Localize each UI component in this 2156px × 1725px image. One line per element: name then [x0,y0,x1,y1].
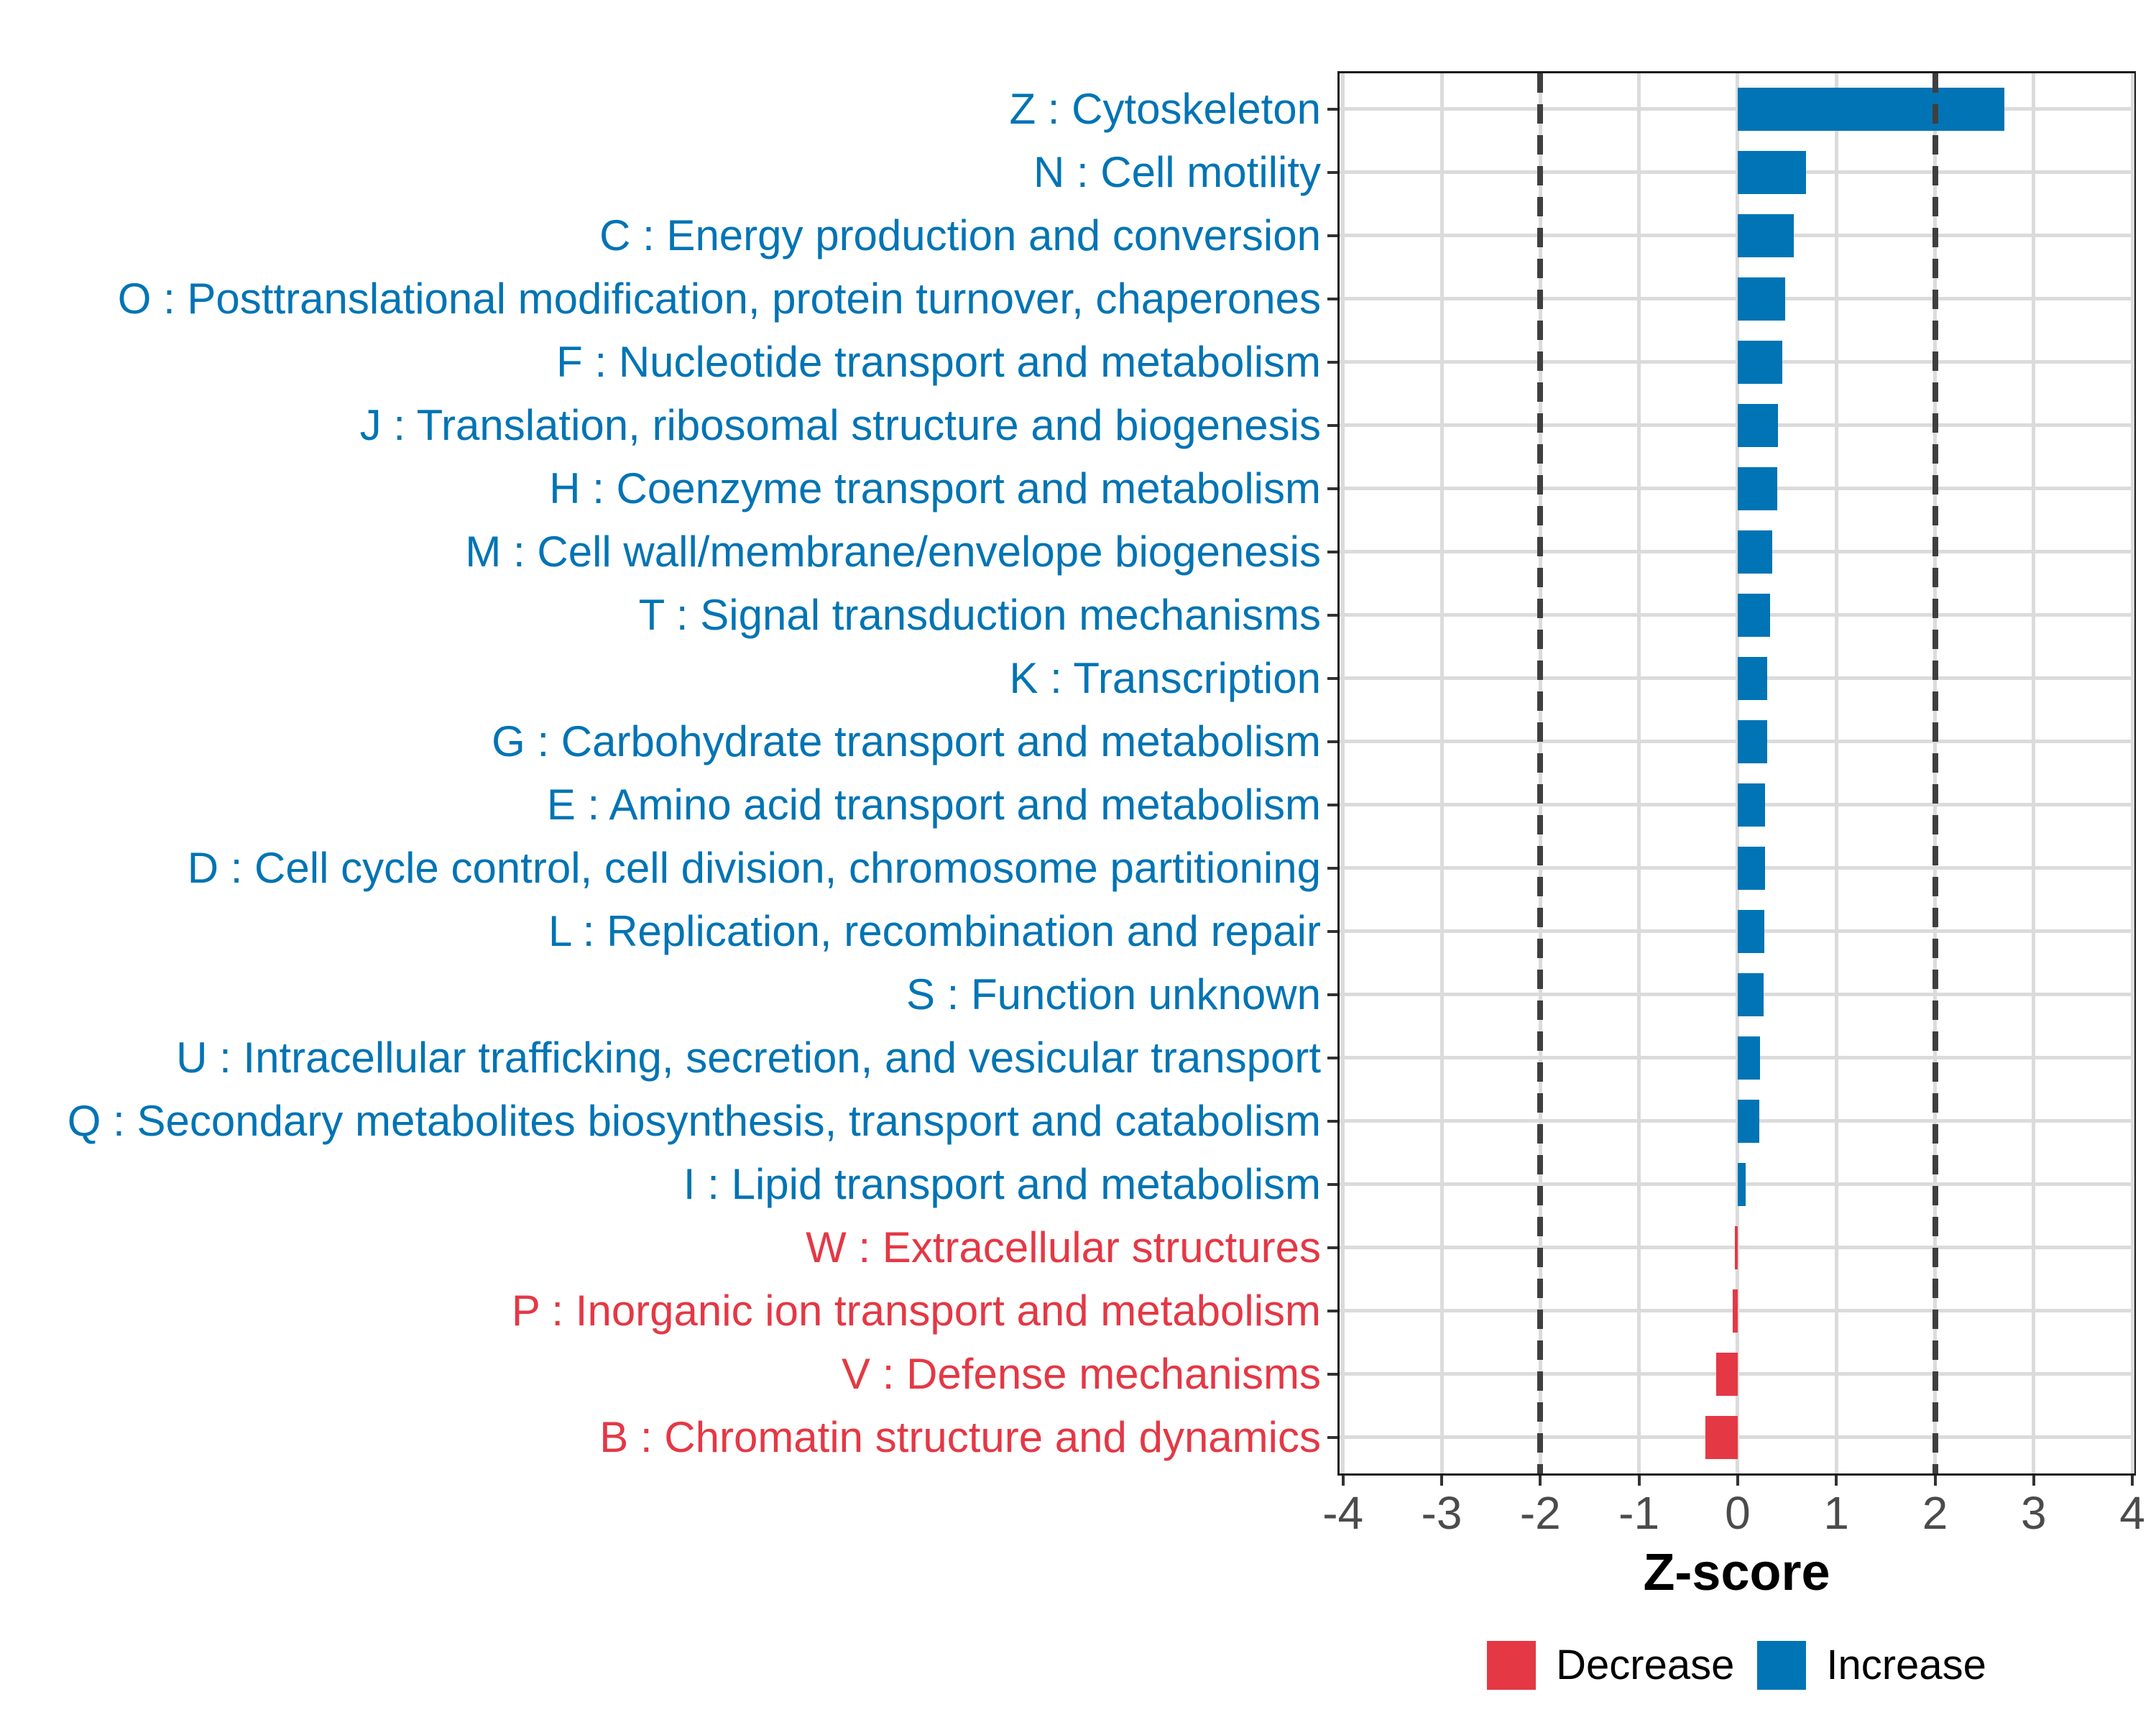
x-tick-label: 4 [2119,1487,2145,1539]
y-tick-mark [1327,993,1337,996]
y-axis-label: K : Transcription [1009,653,1321,702]
y-axis-label: T : Signal transduction mechanisms [638,590,1321,639]
reference-line [1537,73,1543,1473]
plot-panel [1337,71,2136,1476]
x-tick-mark [1934,1476,1937,1486]
y-axis-label: M : Cell wall/membrane/envelope biogenesis [465,527,1321,576]
y-axis-label: D : Cell cycle control, cell division, chromosome partitioning [187,843,1321,892]
x-tick-mark [2131,1476,2134,1486]
y-tick-mark [1327,551,1337,553]
y-axis-label: I : Lipid transport and metabolism [683,1159,1321,1208]
y-axis-label: L : Replication, recombination and repair [548,906,1321,955]
y-tick-mark [1327,1246,1337,1249]
x-tick-mark [1440,1476,1443,1486]
x-tick-mark [2032,1476,2035,1486]
y-axis-label: N : Cell motility [1033,147,1321,196]
y-tick-mark [1327,108,1337,111]
y-tick-mark [1327,740,1337,743]
legend-item-decrease [1487,1641,1734,1690]
x-tick-mark [1342,1476,1345,1486]
x-tick-mark [1736,1476,1739,1486]
y-tick-mark [1327,930,1337,933]
y-tick-mark [1327,171,1337,174]
y-tick-mark [1327,1183,1337,1186]
x-tick-label: -4 [1322,1487,1364,1539]
y-axis-label: E : Amino acid transport and metabolism [546,780,1321,829]
reference-lines-layer [1340,73,2134,1473]
legend-label-decrease: Decrease [1556,1642,1735,1688]
x-tick-label: 3 [2021,1487,2047,1539]
x-tick-mark [1638,1476,1641,1486]
x-tick-label: 0 [1725,1487,1751,1539]
y-tick-mark [1327,677,1337,680]
reference-line [1932,73,1938,1473]
legend [1337,1640,2136,1690]
y-axis-label: O : Posttranslational modification, protein turnover, chaperones [117,274,1321,323]
x-tick-mark [1835,1476,1838,1486]
y-axis-label: J : Translation, ribosomal structure and biogenesis [359,400,1321,449]
y-tick-mark [1327,804,1337,806]
y-axis-label: F : Nucleotide transport and metabolism [556,337,1321,386]
y-axis-label: B : Chromatin structure and dynamics [599,1412,1321,1461]
y-axis-label: S : Function unknown [906,970,1321,1018]
y-axis-label: H : Coenzyme transport and metabolism [549,464,1321,512]
x-tick-mark [1539,1476,1542,1486]
y-axis-label: Q : Secondary metabolites biosynthesis, transport and catabolism [67,1096,1321,1145]
y-tick-mark [1327,298,1337,300]
y-axis-label: P : Inorganic ion transport and metabolism [511,1286,1321,1335]
x-tick-label: -2 [1519,1487,1561,1539]
y-axis-label: C : Energy production and conversion [599,211,1321,259]
legend-item-increase [1757,1641,1986,1690]
y-tick-mark [1327,487,1337,490]
x-tick-label: 1 [1823,1487,1849,1539]
legend-swatch-decrease-icon [1487,1641,1536,1690]
y-tick-mark [1327,1373,1337,1376]
y-tick-mark [1327,614,1337,617]
legend-swatch-increase-icon [1757,1641,1806,1690]
x-tick-label: -1 [1618,1487,1660,1539]
y-axis-label: G : Carbohydrate transport and metabolism [492,717,1321,765]
y-axis-label: W : Extracellular structures [806,1223,1321,1271]
y-tick-mark [1327,1310,1337,1312]
y-axis-label: Z : Cytoskeleton [1009,84,1321,133]
y-tick-mark [1327,867,1337,870]
y-tick-mark [1327,1120,1337,1123]
x-tick-label: 2 [1922,1487,1948,1539]
y-axis-label: V : Defense mechanisms [842,1349,1321,1398]
y-tick-mark [1327,1057,1337,1059]
y-tick-mark [1327,361,1337,364]
y-tick-mark [1327,234,1337,237]
x-tick-label: -3 [1421,1487,1462,1539]
y-tick-mark [1327,1436,1337,1439]
x-axis-title: Z-score [1643,1544,1830,1601]
y-tick-mark [1327,424,1337,427]
y-axis-label: U : Intracellular trafficking, secretion, and vesicular transport [176,1033,1321,1082]
legend-label-increase: Increase [1826,1642,1986,1688]
